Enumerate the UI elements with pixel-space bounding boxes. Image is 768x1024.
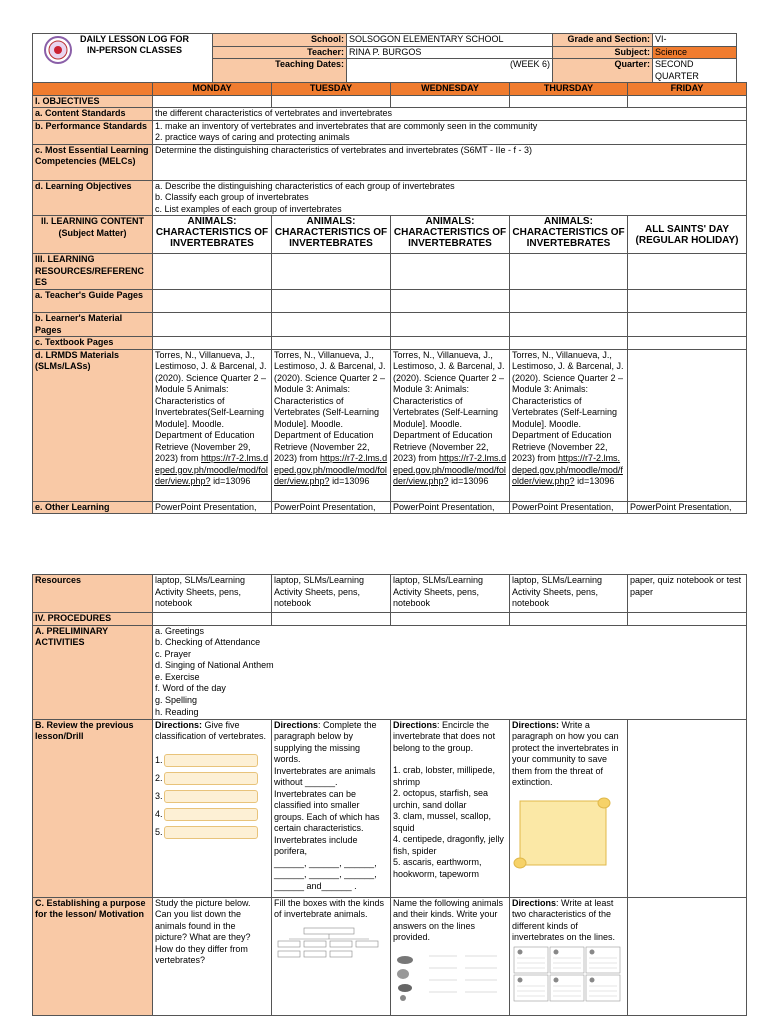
resources-thursday: laptop, SLMs/Learning Activity Sheets, pens, notebook [510,575,628,613]
prelim-anthem: d. Singing of National Anthem [155,660,274,671]
review-wed-item-3: 3. clam, mussel, scallop, squid [393,811,492,833]
reference-monday: Torres, N., Villanueva, J., Lestimoso, J. & Barcenal, J. (2020). Science Quarter 2 – Module 5 Animals: Characteristics of Invertebrates(Self-Learning Module]. Moodle. Department of Education Retrieve (November 29, 2023) from [155,349,267,463]
review-wed-item-2: 2. octopus, starfish, sea urchin, sand dollar [393,788,489,810]
melc-label: c. Most Essential Learning Competencies (MELCs) [33,144,153,180]
review-tue-blanks: ______, ______, ______, ______, ______, ______, ______ and______ . [274,857,377,891]
teachers-guide-label: a. Teacher's Guide Pages [33,290,153,313]
other-monday: PowerPoint Presentation, [153,501,272,514]
review-thu-directions: Directions: [512,719,560,730]
reference-id-wednesday: id=13096 [451,476,489,486]
review-wed-item-5: 5. ascaris, earthworm, hookworm, tapeworm [393,857,482,879]
reference-tuesday: Torres, N., Villanueva, J., Lestimoso, J. & Barcenal, J. (2020). Science Quarter 2 – Module 3: Animals: Characteristics of Vertebrates (Self-Learning Module]. Moodle. Department of Education Retrieve (November 22, 2023) from [274,349,386,463]
review-wed-text: : Encircle the invertebrate that does not belong to the group. [393,719,496,753]
resources-friday: paper, quiz notebook or test paper [628,575,747,613]
textbook-label: c. Textbook Pages [33,337,153,350]
subject-value: Science [653,46,737,59]
review-tue-line-b: Invertebrates are animals without ______. [274,765,376,787]
performance-standards-label: b. Performance Standards [33,120,153,144]
review-tue-text: : Complete the paragraph below by supplying the missing words. [274,719,377,764]
answer-box-2[interactable] [164,772,258,785]
content-thursday: ANIMALS: CHARACTERISTICS OF INVERTEBRATES [510,216,628,254]
other-friday: PowerPoint Presentation, [628,501,747,514]
reference-id-thursday: id=13096 [577,476,615,486]
quarter-label: Quarter: [553,59,653,83]
day-monday: MONDAY [153,83,272,96]
objectives-heading: I. OBJECTIVES [33,95,153,108]
purpose-tuesday: Fill the boxes with the kinds of invertebrate animals. [274,897,385,919]
other-thursday: PowerPoint Presentation, [510,501,628,514]
review-num-4: 4. [155,808,163,819]
review-tue-line-c: Invertebrates can be classified into smaller groups. Each of which has certain characteristics. Invertebrates include porifera, [274,788,380,856]
quarter-value: SECOND QUARTER [653,59,737,83]
subject-label: Subject: [553,46,653,59]
day-wednesday: WEDNESDAY [391,83,510,96]
review-wed-item-4: 4. centipede, dragonfly, jelly fish, spider [393,834,504,856]
learning-resources-label: III. LEARNING RESOURCES/REFERENCES [33,254,153,290]
review-num-5: 5. [155,826,163,837]
reference-id-monday: id=13096 [213,476,251,486]
other-wednesday: PowerPoint Presentation, [391,501,510,514]
review-wed-directions: Directions [393,719,438,730]
reference-link-thursday[interactable]: https://r7-2.lms.deped.gov.ph/moodle/mod/folder/view.php? [512,453,623,486]
title-line-1: DAILY LESSON LOG FOR [79,34,189,44]
learners-material-label: b. Learner's Material Pages [33,313,153,337]
review-label: B. Review the previous lesson/Drill [33,719,153,897]
performance-standard-1: 1. make an inventory of vertebrates and invertebrates that are commonly seen in the community [155,120,538,131]
preliminary-label: A. PRELIMINARY ACTIVITIES [33,625,153,719]
prelim-prayer: c. Prayer [155,648,192,659]
animal-pictures-icon [393,946,501,1002]
content-friday: ALL SAINTS' DAY (REGULAR HOLIDAY) [628,216,747,254]
grade-label: Grade and Section: [553,34,653,47]
resources-tuesday: laptop, SLMs/Learning Activity Sheets, pens, notebook [272,575,391,613]
lesson-table-page1 [32,82,747,514]
reference-id-tuesday: id=13096 [332,476,370,486]
content-standards: the different characteristics of vertebrates and invertebrates [153,108,747,121]
grade-value: VI- [653,34,737,47]
prelim-greetings: a. Greetings [155,625,205,636]
dates-label: Teaching Dates: [213,59,347,83]
answer-box-4[interactable] [164,808,258,821]
purpose-monday: Study the picture below. Can you list down the animals found in the picture? What are they? How do they differ from vertebrates? [153,897,272,1015]
prelim-word: f. Word of the day [155,683,226,694]
reference-link-tuesday[interactable]: https://r7-2.lms.deped.gov.ph/moodle/mod/folder/view.php? [274,453,388,486]
other-tuesday: PowerPoint Presentation, [272,501,391,514]
reference-thursday: Torres, N., Villanueva, J., Lestimoso, J. & Barcenal, J. (2020). Science Quarter 2 – Module 3: Animals: Characteristics of Vertebrates (Self-Learning Module]. Moodle. Department of Education Retrieve (November 22, 2023) from [512,349,624,463]
other-resources-label-cont: Resources [33,575,153,613]
review-num-1: 1. [155,754,163,765]
content-tuesday: ANIMALS: CHARACTERISTICS OF INVERTEBRATES [272,216,391,254]
content-standards-label: a. Content Standards [33,108,153,121]
prelim-spelling: g. Spelling [155,695,198,706]
purpose-label: C. Establishing a purpose for the lesson/ Motivation [33,897,153,1015]
review-thu-text: Write a paragraph on how you can protect the invertebrates in your community to save them from the threat of extinction. [512,719,619,787]
purpose-thursday: : Write at least two characteristics of the different kinds of invertebrates on the lines. [512,897,616,942]
performance-standard-2: 2. practice ways of caring and protecting animals [155,132,350,142]
day-thursday: THURSDAY [510,83,628,96]
teacher-label: Teacher: [213,46,347,59]
lesson-table-page2 [32,574,747,1016]
dates-value: (WEEK 6) [347,59,553,83]
lrmds-label: d. LRMDS Materials (SLMs/LASs) [33,349,153,501]
answer-box-3[interactable] [164,790,258,803]
invertebrate-boxes-diagram-icon [274,927,382,963]
prelim-attendance: b. Checking of Attendance [155,637,261,648]
header-table [32,33,737,83]
review-num-3: 3. [155,790,163,801]
review-num-2: 2. [155,772,163,783]
resources-wednesday: laptop, SLMs/Learning Activity Sheets, pens, notebook [391,575,510,613]
reference-link-monday[interactable]: https://r7-2.lms.deped.gov.ph/moodle/mod/folder/view.php? [155,453,269,486]
content-monday: ANIMALS: CHARACTERISTICS OF INVERTEBRATES [153,216,272,254]
worksheet-grid-icon [512,946,622,1002]
day-tuesday: TUESDAY [272,83,391,96]
melc-text: Determine the distinguishing characteristics of vertebrates and invertebrates (S6MT - IIe - f - 3) [153,144,747,180]
content-wednesday: ANIMALS: CHARACTERISTICS OF INVERTEBRATES [391,216,510,254]
objective-c: c. List examples of each group of invertebrates [155,203,342,214]
review-tue-directions: Directions [274,719,319,730]
school-value: SOLSOGON ELEMENTARY SCHOOL [347,34,553,47]
answer-box-5[interactable] [164,826,258,839]
teacher-value: RINA P. BURGOS [347,46,553,59]
school-label: School: [213,34,347,47]
learning-objectives-label: d. Learning Objectives [33,180,153,216]
objective-a: a. Describe the distinguishing characteristics of each group of invertebrates [155,180,455,191]
prelim-reading: h. Reading [155,706,199,717]
answer-box-1[interactable] [164,754,258,767]
learning-content-label: II. LEARNING CONTENT (Subject Matter) [33,216,153,254]
reference-wednesday: Torres, N., Villanueva, J., Lestimoso, J. & Barcenal, J. (2020). Science Quarter 2 – Module 3: Animals: Characteristics of Vertebrates (Self-Learning Module]. Moodle. Department of Education Retrieve (November 22, 2023) from [393,349,505,463]
objective-b: b. Classify each group of invertebrates [155,192,309,202]
prelim-exercise: e. Exercise [155,671,200,682]
procedures-heading: IV. PROCEDURES [33,613,153,626]
purpose-thu-directions: Directions [512,897,557,908]
purpose-wednesday: Name the following animals and their kinds. Write your answers on the lines provided. [393,897,504,942]
title-line-2: IN-PERSON CLASSES [86,45,182,55]
review-mon-text: Give five classification of vertebrates. [155,719,267,741]
resources-monday: laptop, SLMs/Learning Activity Sheets, pens, notebook [153,575,272,613]
day-friday: FRIDAY [628,83,747,96]
scroll-paper-icon [512,795,612,871]
reference-link-wednesday[interactable]: https://r7-2.lms.deped.gov.ph/moodle/mod/folder/view.php? [393,453,507,486]
other-resources-label: e. Other Learning [33,501,153,514]
review-mon-directions: Directions: [155,719,203,730]
review-wed-item-1: 1. crab, lobster, millipede, shrimp [393,765,496,787]
